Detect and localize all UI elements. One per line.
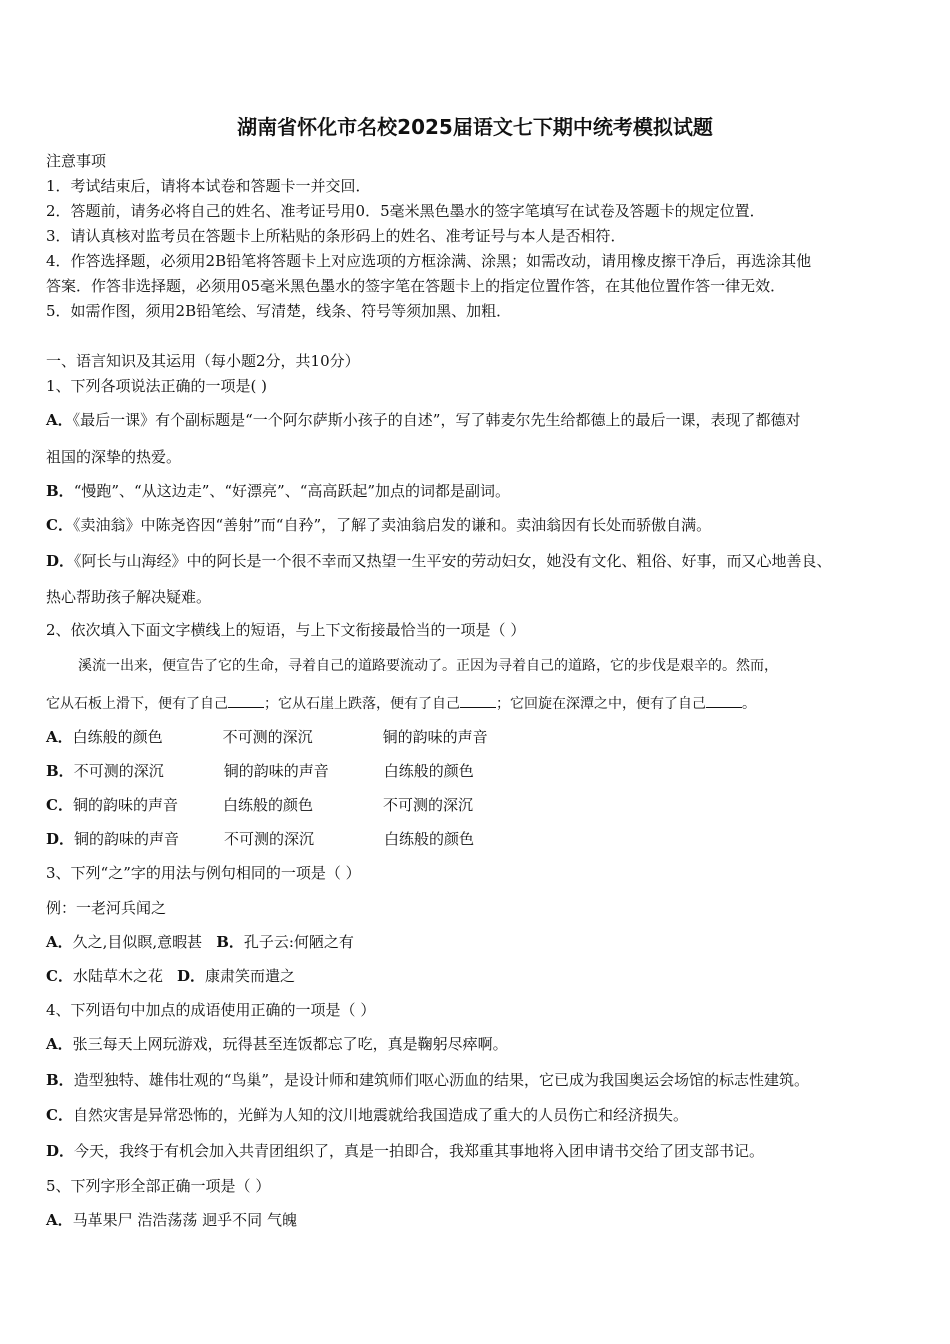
option-d bbox=[46, 551, 832, 571]
options-ab bbox=[46, 932, 354, 952]
option-c bbox=[46, 515, 711, 535]
option-b bbox=[46, 1070, 809, 1090]
option-choice: 白练般的颜色 bbox=[383, 762, 474, 780]
option-text: 《阿长与山海经》中的阿长是一个很不幸而又热望一生平安的劳动妇女，她没有文化、粗俗、好事，而又心地善良、 bbox=[74, 552, 832, 570]
option-a bbox=[46, 1210, 297, 1230]
fill-blank bbox=[706, 693, 742, 708]
fill-blank bbox=[228, 693, 264, 708]
option-label: D． bbox=[46, 830, 75, 848]
notes-item: 2．答题前，请务必将自己的姓名、准考证号用0．5毫米黑色墨水的签字笔填写在试卷及答题卡的规定位置． bbox=[46, 202, 765, 220]
option-choice: 不可测的深沉 bbox=[73, 762, 164, 780]
option-text: 马革果尸 浩浩荡荡 迥乎不同 气魄 bbox=[72, 1211, 297, 1229]
option-text: 造型独特、雄伟壮观的“鸟巢”，是设计师和建筑师们呕心沥血的结果，它已成为我国奥运会场馆的标志性建筑。 bbox=[73, 1071, 810, 1089]
option-label: B． bbox=[46, 762, 74, 780]
option-label: B． bbox=[46, 482, 74, 500]
option-label: A． bbox=[46, 728, 73, 746]
option-choice: 不可测的深沉 bbox=[382, 796, 473, 814]
option-choice: 不可测的深沉 bbox=[224, 830, 315, 848]
option-a bbox=[46, 1034, 508, 1054]
option-text: 《卖油翁》中陈尧咨因“善射”而“自矜”，了解了卖油翁启发的谦和。卖油翁因有长处而骄傲自满。 bbox=[72, 516, 712, 534]
option-label: A． bbox=[46, 1211, 73, 1229]
option-choice: 白练般的颜色 bbox=[72, 728, 163, 746]
option-label: A． bbox=[46, 411, 73, 429]
option-choice: 白练般的颜色 bbox=[222, 796, 313, 814]
option-text: 久之,目似瞑,意暇甚 bbox=[72, 933, 203, 951]
option-label: C． bbox=[46, 796, 73, 814]
option-label: B． bbox=[216, 933, 244, 951]
passage-text: 它从石板上滑下，便有了自己 bbox=[46, 696, 228, 712]
option-label: C． bbox=[46, 1106, 73, 1124]
option-a bbox=[46, 410, 800, 430]
option-label: D． bbox=[46, 552, 75, 570]
option-label: D． bbox=[176, 967, 205, 985]
option-d bbox=[46, 1141, 764, 1161]
option-choice: 铜的韵味的声音 bbox=[382, 728, 488, 746]
notes-heading: 注意事项 bbox=[46, 152, 107, 170]
fill-blank bbox=[460, 693, 496, 708]
option-text: “慢跑”、“从这边走”、“好漂亮”、“高高跃起”加点的词都是副词。 bbox=[73, 482, 511, 500]
option-d-cont: 热心帮助孩子解决疑难。 bbox=[46, 588, 212, 606]
notes-item: 答案．作答非选择题，必须用05毫米黑色墨水的签字笔在答题卡上的指定位置作答，在其他位置作答一律无效． bbox=[46, 277, 786, 295]
option-choice: 铜的韵味的声音 bbox=[223, 762, 329, 780]
option-text: 康肃笑而遣之 bbox=[204, 967, 295, 985]
option-choice: 铜的韵味的声音 bbox=[74, 830, 180, 848]
option-label: A． bbox=[46, 1035, 73, 1053]
option-text: 水陆草木之花 bbox=[72, 967, 163, 985]
option-c bbox=[46, 795, 473, 815]
passage-text: 。 bbox=[742, 696, 756, 712]
option-text: 今天，我终于有机会加入共青团组织了，真是一拍即合，我郑重其事地将入团申请书交给了团支部书记。 bbox=[74, 1142, 765, 1160]
option-text: 《最后一课》有个副标题是“一个阿尔萨斯小孩子的自述”，写了韩麦尔先生给都德上的最后一课，表现了都德对 bbox=[72, 411, 801, 429]
option-b bbox=[46, 761, 474, 781]
option-text: 孔子云:何陋之有 bbox=[243, 933, 354, 951]
option-label: C． bbox=[46, 516, 73, 534]
option-choice: 不可测的深沉 bbox=[222, 728, 313, 746]
option-text: 张三每天上网玩游戏，玩得甚至连饭都忘了吃，真是鞠躬尽瘁啊。 bbox=[72, 1035, 508, 1053]
passage-text: ；它回旋在深潭之中，便有了自己 bbox=[496, 696, 706, 712]
option-d bbox=[46, 829, 474, 849]
option-choice: 白练般的颜色 bbox=[384, 830, 475, 848]
page-title: 湖南省怀化市名校2025届语文七下期中统考模拟试题 bbox=[237, 115, 713, 139]
option-c bbox=[46, 1105, 688, 1125]
option-choice: 铜的韵味的声音 bbox=[72, 796, 178, 814]
question-stem: 2、依次填入下面文字横线上的短语，与上下文衔接最恰当的一项是（ ） bbox=[46, 621, 526, 639]
passage-line-blanks bbox=[46, 693, 756, 714]
option-label: D． bbox=[46, 1142, 75, 1160]
notes-item: 4．作答选择题，必须用2B铅笔将答题卡上对应选项的方框涂满、涂黑；如需改动，请用橡皮擦干净后，再选涂其他 bbox=[46, 252, 812, 270]
options-cd bbox=[46, 966, 295, 986]
passage-line: 溪流一出来，便宣告了它的生命，寻着自己的道路要流动了。正因为寻着自己的道路，它的步伐是艰辛的。然而， bbox=[78, 658, 778, 674]
notes-item: 3．请认真核对监考员在答题卡上所粘贴的条形码上的姓名、准考证号与本人是否相符． bbox=[46, 227, 626, 245]
option-label: A． bbox=[46, 933, 73, 951]
option-a-cont: 祖国的深挚的热爱。 bbox=[46, 448, 182, 466]
option-text: 自然灾害是异常恐怖的，光鲜为人知的汶川地震就给我国造成了重大的人员伤亡和经济损失。 bbox=[72, 1106, 688, 1124]
question-stem: 4、下列语句中加点的成语使用正确的一项是（ ） bbox=[46, 1001, 376, 1019]
question-stem: 1、下列各项说法正确的一项是( ) bbox=[46, 377, 268, 395]
example-sentence: 例：一老河兵闻之 bbox=[46, 899, 167, 917]
option-b bbox=[46, 481, 510, 501]
notes-item: 1．考试结束后，请将本试卷和答题卡一并交回． bbox=[46, 177, 371, 195]
option-a bbox=[46, 727, 488, 747]
option-label: C． bbox=[46, 967, 73, 985]
notes-item: 5．如需作图，须用2B铅笔绘、写清楚，线条、符号等须加黑、加粗． bbox=[46, 302, 512, 320]
passage-text: ；它从石崖上跌落，便有了自己 bbox=[264, 696, 460, 712]
question-stem: 5、下列字形全部正确一项是（ ） bbox=[46, 1177, 271, 1195]
question-stem: 3、下列“之”字的用法与例句相同的一项是（ ） bbox=[46, 864, 361, 882]
option-label: B． bbox=[46, 1071, 74, 1089]
section-heading: 一、语言知识及其运用（每小题2分，共10分） bbox=[46, 352, 360, 370]
